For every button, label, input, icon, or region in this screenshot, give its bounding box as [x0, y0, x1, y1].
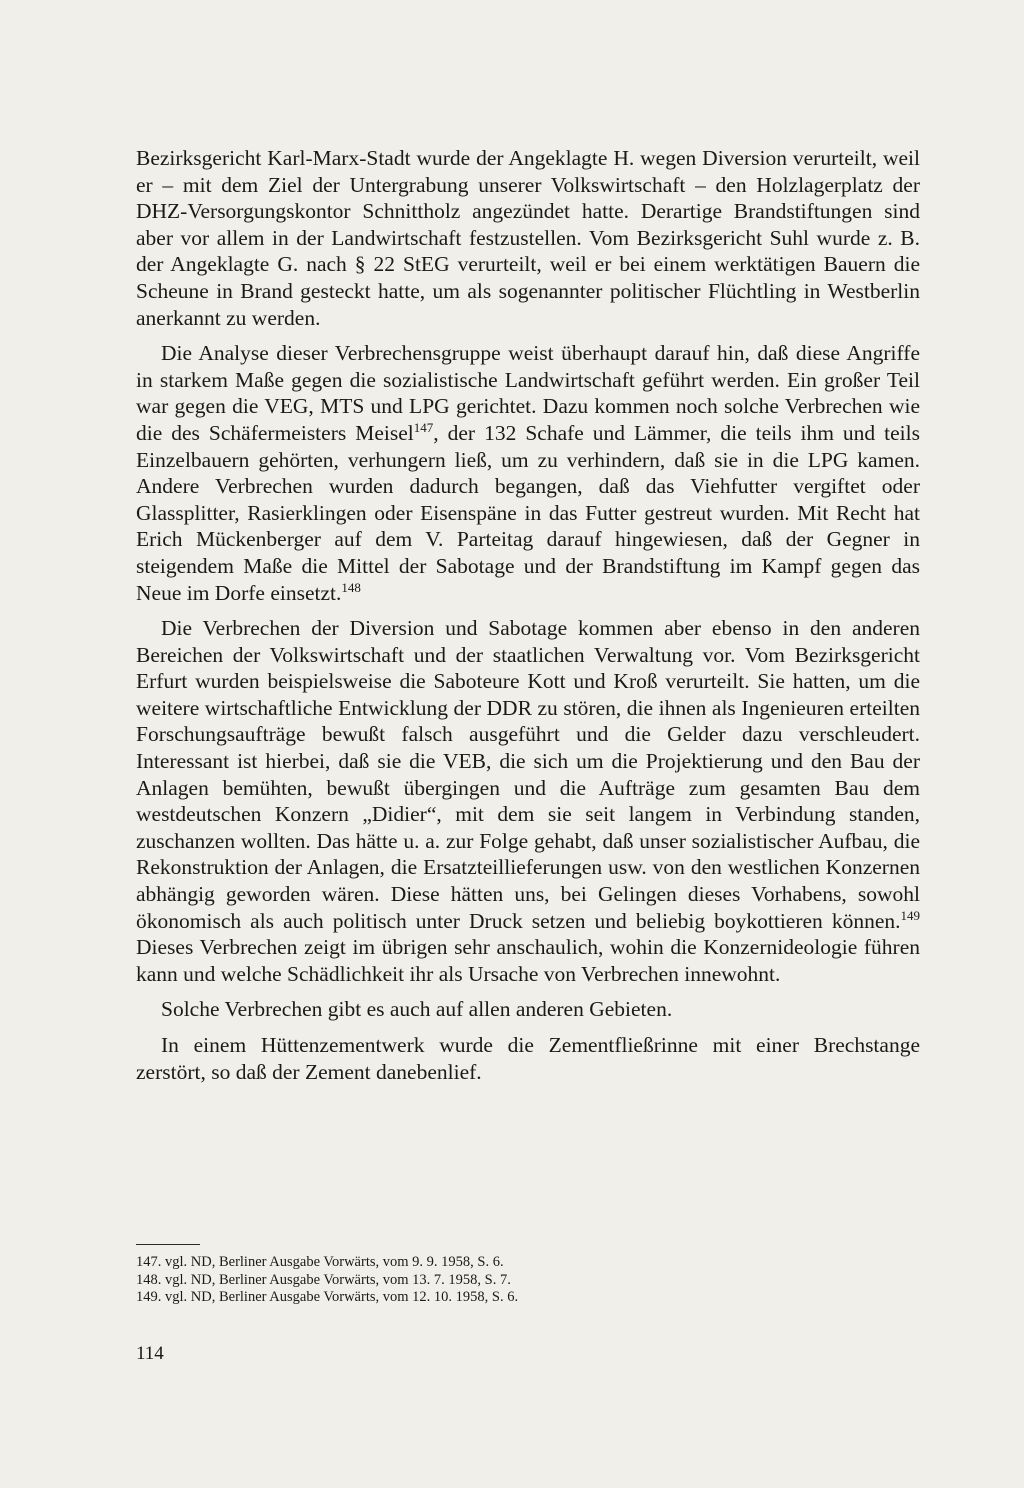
paragraph-1	[136, 145, 920, 331]
footnote-ref-147: 147	[413, 419, 434, 435]
paragraph-5	[136, 1032, 920, 1085]
paragraph-3-text-a: Die Verbrechen der Diversion und Sabotage kommen aber ebenso in den anderen Bereichen der Volkswirtschaft und der staatlichen Verwaltung vor. Vom Bezirksgericht Erfurt wurden beispielsweise die Saboteure Kott und Kroß verurteilt. Sie hatten, um die weitere wirtschaftliche Entwicklung der DDR zu stören, die ihnen als Ingenieuren erteilten Forschungsaufträge bewußt falsch ausgeführt und die Gelder dazu verschleudert. Interessant ist hierbei, daß sie die VEB, die sich um die Projektierung und den Bau der Anlagen bemühten, bewußt übergingen und die Aufträge zum gesamten Bau dem westdeutschen Konzern „Didier“, mit dem sie seit langem in Verbindung standen, zuschanzen wollten. Das hätte u. a. zur Folge gehabt, daß unser sozialistischer Aufbau, die Rekonstruktion der Anlagen, die Ersatzteillieferungen usw. von den westlichen Konzernen abhängig geworden wären. Diese hätten uns, bei Gelingen dieses Vorhabens, sowohl ökonomisch als auch politisch unter Druck setzen und beliebig boykottieren können.	[136, 616, 920, 933]
paragraph-2-text-a: Die Analyse dieser Verbrechensgruppe weist überhaupt darauf hin, daß diese Angriffe in starkem Maße gegen die sozialistische Landwirtschaft geführt werden. Ein großer Teil war gegen die VEG, MTS und LPG gerichtet. Dazu kommen noch solche Verbrechen wie die des Schäfermeisters Meisel	[136, 341, 920, 445]
page-number: 114	[136, 1343, 164, 1364]
footnote-separator	[136, 1244, 200, 1245]
paragraph-5-text: In einem Hüttenzementwerk wurde die Zementfließrinne mit einer Brechstange zerstört, so daß der Zement danebenlief.	[136, 1033, 920, 1084]
paragraph-4-text: Solche Verbrechen gibt es auch auf allen anderen Gebieten.	[161, 997, 673, 1022]
footnote-149: 149. vgl. ND, Berliner Ausgabe Vorwärts, vom 12. 10. 1958, S. 6.	[136, 1289, 519, 1305]
footnote-147: 147. vgl. ND, Berliner Ausgabe Vorwärts, vom 9. 9. 1958, S. 6.	[136, 1254, 504, 1270]
paragraph-1-text: Bezirksgericht Karl-Marx-Stadt wurde der Angeklagte H. wegen Diversion verurteilt, weil er – mit dem Ziel der Untergrabung unserer Volkswirtschaft – den Holzlagerplatz der DHZ-Versorgungskontor Schnittholz angezündet hatte. Derartige Brandstiftungen sind aber vor allem in der Landwirtschaft festzustellen. Vom Bezirksgericht Suhl wurde z. B. der Angeklagte G. nach § 22 StEG verurteilt, weil er bei einem werktätigen Bauern die Scheune in Brand gesteckt hatte, um als sogenannter politischer Flüchtling in Westberlin anerkannt zu werden.	[136, 146, 920, 330]
page-body	[136, 145, 920, 1085]
paragraph-2	[136, 340, 920, 606]
footnotes	[136, 1254, 920, 1307]
paragraph-3-text-b: Dieses Verbrechen zeigt im übrigen sehr anschaulich, wohin die Konzernideologie führen kann und welche Schädlichkeit ihr als Ursache von Verbrechen innewohnt.	[136, 935, 920, 986]
paragraph-4	[136, 996, 920, 1023]
paragraph-2-text-b: , der 132 Schafe und Lämmer, die teils ihm und teils Einzelbauern gehörten, verhungern ließ, um zu verhindern, daß sie in die LPG kamen. Andere Verbrechen wurden dadurch begangen, daß das Viehfutter vergiftet oder Glassplitter, Rasierklingen oder Eisenspäne in das Futter gestreut wurden. Mit Recht hat Erich Mückenberger auf dem V. Parteitag darauf hingewiesen, daß der Gegner in steigendem Maße die Mittel der Sabotage und der Brandstiftung im Kampf gegen das Neue im Dorfe einsetzt.	[136, 420, 920, 605]
footnote-ref-148: 148	[341, 579, 361, 595]
paragraph-3	[136, 615, 920, 987]
footnote-148: 148. vgl. ND, Berliner Ausgabe Vorwärts, vom 13. 7. 1958, S. 7.	[136, 1271, 511, 1288]
footnote-ref-149: 149	[900, 907, 920, 923]
